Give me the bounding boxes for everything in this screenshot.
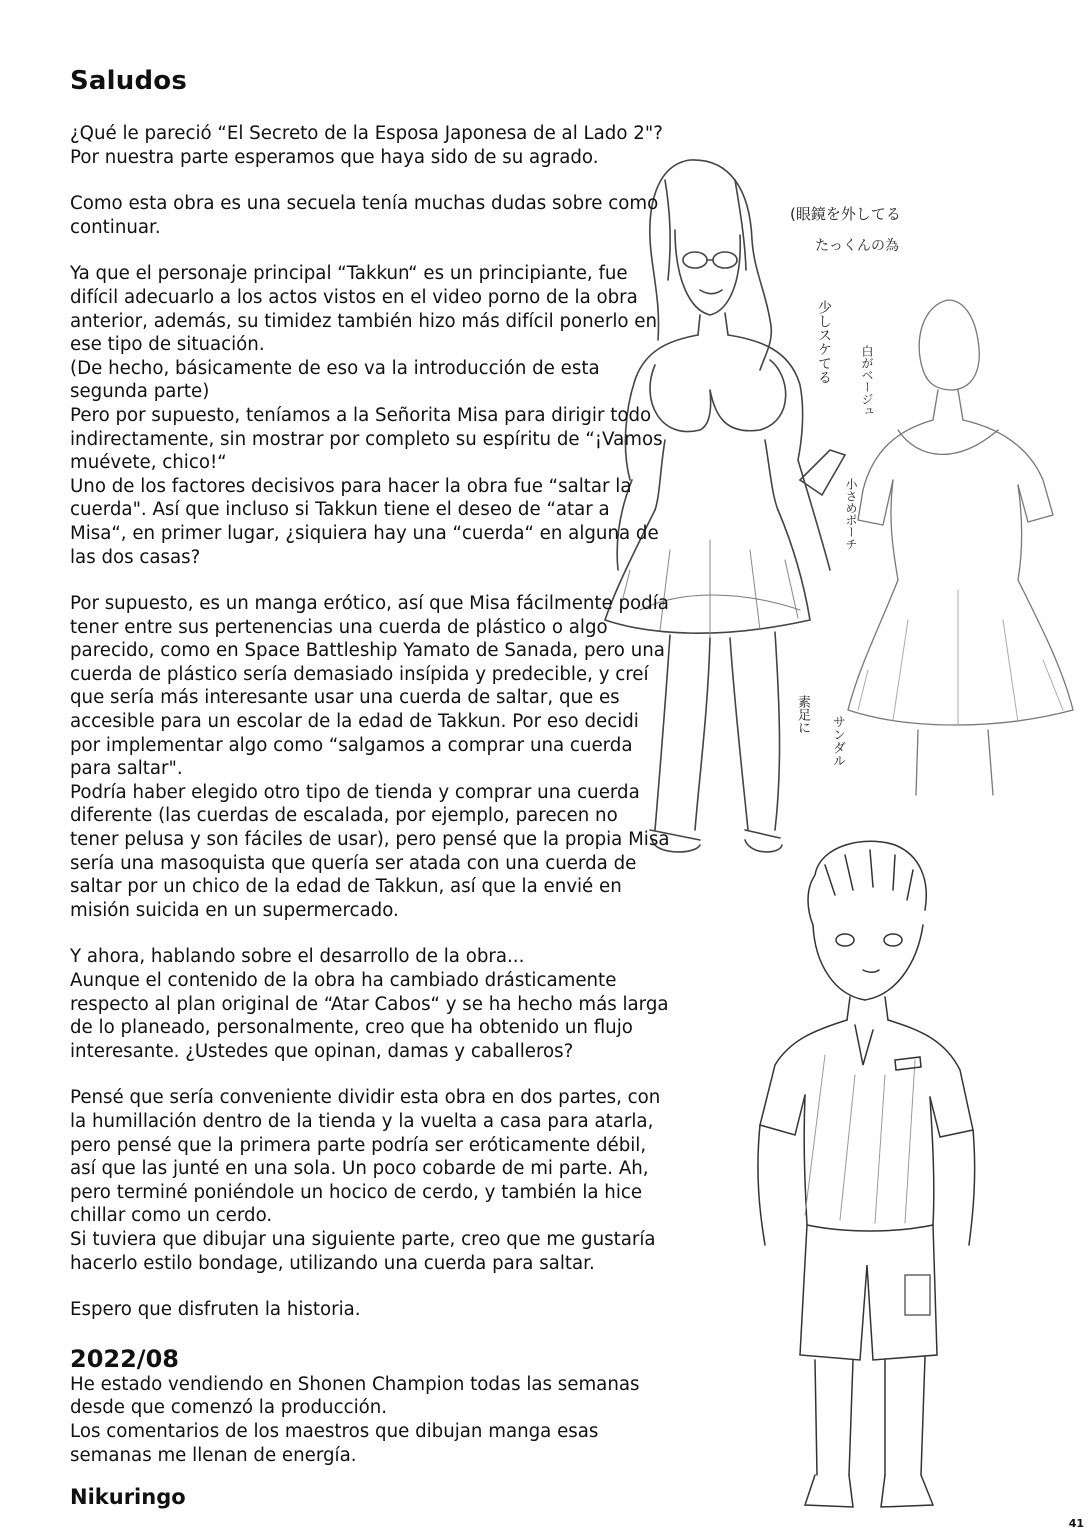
paragraph-date-note: He estado vendiendo en Shonen Champion todas las semanas desde que comenzó la producción. Los comentarios de los maestros que dibujan manga esas semanas me llenan de energía.	[70, 1373, 640, 1466]
paragraph-rope: Por supuesto, es un manga erótico, así que Misa fácilmente podía tener entre sus pertenencias una cuerda de plástico o algo parecido, como en Space Battleship Yamato de Sanada, pero una cuerda de plástico sería demasiado insípida y predecible, y creí que sería más interesante usar una cuerda de saltar, que es accesible para un escolar de la edad de Takkun. Por eso decidi por implementar algo como “salgamos a comprar una cuerda para saltar". Podría haber elegido otro tipo de tienda y comprar una cuerda diferente (las cuerdas de escalada, por ejemplo, parecen no tener pelusa y son fáciles de usar), pero pensé que la propia Misa sería una masoquista que quería ser atada con una cuerda de saltar por un chico de la edad de Takkun, así que la envié en misión suicida en un supermercado.	[70, 593, 670, 921]
sketch-note-right	[858, 345, 876, 417]
page-title: Saludos	[70, 66, 188, 96]
sketch-note-top	[790, 205, 901, 223]
sketch-note-top-2	[815, 237, 899, 255]
sketch-note-lower-2	[828, 715, 846, 767]
paragraph-sequel-doubts: Como esta obra es una secuela tenía muchas dudas sobre como continuar.	[70, 193, 659, 238]
sketch-note-top-2-text: たっくんの為	[815, 238, 899, 254]
sketch-note-small	[842, 478, 860, 550]
page-number: 41	[1068, 1517, 1084, 1530]
author-signature: Nikuringo	[70, 1485, 186, 1510]
sketch-note-left-text: 少しスケてる	[816, 300, 832, 384]
boy-sketch-illustration	[745, 835, 985, 1525]
paragraph-closing: Espero que disfruten la historia.	[70, 1299, 361, 1321]
paragraph-intro: ¿Qué le pareció “El Secreto de la Esposa Japonesa de al Lado 2"? Por nuestra parte esperamos que haya sido de su agrado.	[70, 123, 663, 168]
sketch-note-lower-2-text: サンダル	[830, 715, 845, 767]
sketch-note-small-text: 小さめポーチ	[844, 478, 858, 550]
date-heading: 2022/08	[70, 1344, 179, 1373]
paragraph-takkun: Ya que el personaje principal “Takkun“ es un principiante, fue difícil adecuarlo a los actos vistos en el video porno de la obra anterior, además, su timidez también hizo más difícil ponerlo en ese tipo de situación. (De hecho, básicamente de eso va la introducción de esta segunda parte) Pero por supuesto, teníamos a la Señorita Misa para dirigir todo indirectamente, sin mostrar por completo su espíritu de “¡Vamos muévete, chico!“ Uno de los factores decisivos para hacer la obra fue “saltar la cuerda". Así que incluso si Takkun tiene el deseo de “atar a Misa“, en primer lugar, ¿siquiera hay una “cuerda“ en alguna de las dos casas?	[70, 263, 663, 568]
paragraph-two-parts: Pensé que sería conveniente dividir esta obra en dos partes, con la humillación dentro de la tienda y la vuelta a casa para atarla, pero pensé que la primera parte podría ser eróticamente débil, así que las junté en una sola. Un poco cobarde de mi parte. Ah, pero terminé poniéndole un hocico de cerdo, y también la hice chillar como un cerdo. Si tuviera que dibujar una siguiente parte, creo que me gustaría hacerlo estilo bondage, utilizando una cuerda para saltar.	[70, 1087, 661, 1274]
paragraph-development: Y ahora, hablando sobre el desarrollo de la obra... Aunque el contenido de la obra ha cambiado drásticamente respecto al plan original de “Atar Cabos“ y se ha hecho más larga de lo planeado, personalmente, creo que ha obtenido un flujo interesante. ¿Ustedes que opinan, damas y caballeros?	[70, 946, 669, 1062]
sketch-note-top-text: (眼鏡を外してる	[790, 205, 901, 223]
sketch-note-lower-1-text: 素足に	[795, 695, 810, 734]
sketch-note-left	[815, 300, 833, 384]
sketch-note-right-text: 白がベージュ	[860, 345, 874, 417]
afterword-text-column	[70, 66, 670, 1509]
sketch-note-lower-1	[793, 695, 811, 734]
